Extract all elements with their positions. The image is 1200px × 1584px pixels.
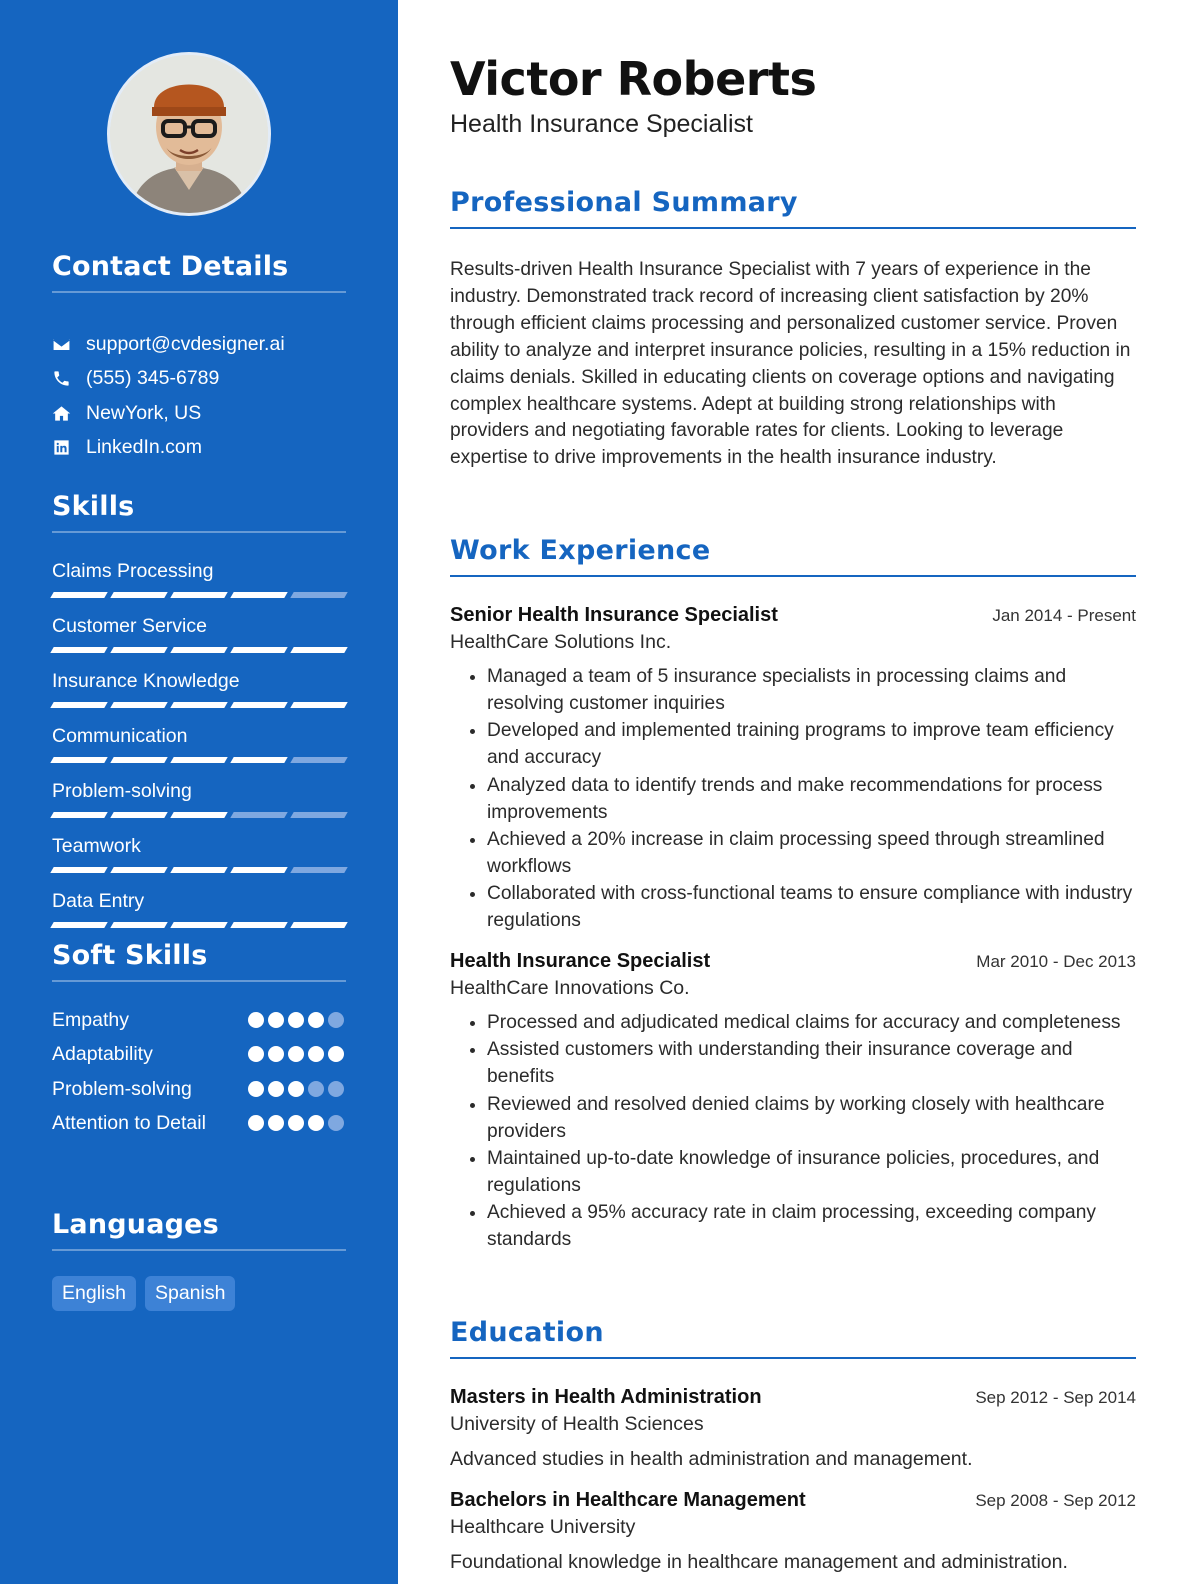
- education-entry: [450, 1489, 1136, 1574]
- job-title: Health Insurance Specialist: [450, 950, 711, 972]
- skill-level-segment: [290, 867, 347, 873]
- job-bullet: • Assisted customers with understanding their insurance coverage and benefits: [487, 1037, 1136, 1091]
- skill-level-bar: [52, 812, 346, 818]
- soft-skill-item: [52, 1076, 346, 1102]
- job-bullet: • Processed and adjudicated medical claims for accuracy and completeness: [487, 1010, 1136, 1037]
- skill-name: Data Entry: [52, 890, 145, 912]
- job-bullet: • Managed a team of 5 insurance specialists in processing claims and resolving customer inquiries: [487, 664, 1136, 718]
- skill-name: Claims Processing: [52, 560, 214, 582]
- rating-dot: [308, 1115, 324, 1131]
- job-bullet: • Achieved a 20% increase in claim processing speed through streamlined workflows: [487, 827, 1136, 881]
- job-company: HealthCare Innovations Co.: [450, 977, 690, 999]
- home-icon: [52, 404, 86, 423]
- summary-text: Results-driven Health Insurance Specialist with 7 years of experience in the industry. Demonstrated track record of increasing client satisfaction by 20% through efficient claims processing and personalized customer service. Proven ability to analyze and interpret insurance policies, resulting in a 15% reduction in claims denials. Skilled in educating clients on coverage options and navigating complex healthcare systems. Adept at building strong relationships with providers and negotiating favorable rates for clients. Looking to leverage expertise to drive improvements in the health insurance industry.: [450, 259, 1131, 469]
- skill-item: [52, 723, 346, 763]
- candidate-name: Victor Roberts: [450, 52, 817, 106]
- job-date: Jan 2014 - Present: [992, 606, 1136, 625]
- job-bullet: • Analyzed data to identify trends and make recommendations for process improvements: [487, 773, 1136, 827]
- edu-description: Foundational knowledge in healthcare management and administration.: [450, 1551, 1068, 1573]
- skill-level-segment: [110, 757, 167, 763]
- skill-level-segment: [230, 757, 287, 763]
- education-entry: [450, 1386, 1136, 1471]
- edu-degree: Masters in Health Administration: [450, 1386, 762, 1408]
- skill-name: Problem-solving: [52, 780, 192, 802]
- contact-title: Contact Details: [52, 251, 346, 293]
- skill-level-segment: [170, 867, 227, 873]
- linkedin-icon: [52, 438, 86, 457]
- skill-level-segment: [230, 592, 287, 598]
- education-title: Education: [450, 1317, 1136, 1359]
- job-entry: [450, 604, 1136, 936]
- rating-dot: [268, 1115, 284, 1131]
- skill-name: Teamwork: [52, 835, 141, 857]
- contact-location-text: NewYork, US: [86, 401, 202, 424]
- skill-level-segment: [230, 702, 287, 708]
- rating-dot: [288, 1012, 304, 1028]
- skills-title: Skills: [52, 491, 346, 533]
- rating-dot: [248, 1046, 264, 1062]
- rating-dot: [308, 1046, 324, 1062]
- job-bullet: • Maintained up-to-date knowledge of insurance policies, procedures, and regulations: [487, 1146, 1136, 1200]
- skill-level-bar: [52, 757, 346, 763]
- soft-skill-name: Empathy: [52, 1009, 129, 1031]
- skill-level-segment: [50, 647, 107, 653]
- job-bullet: • Developed and implemented training programs to improve team efficiency and accuracy: [487, 718, 1136, 772]
- experience-title: Work Experience: [450, 535, 1136, 577]
- soft-skills-title: Soft Skills: [52, 940, 346, 982]
- skill-level-segment: [290, 702, 347, 708]
- soft-skills-section: [52, 940, 346, 1144]
- skill-item: [52, 833, 346, 873]
- skill-level-segment: [110, 922, 167, 928]
- skill-item: [52, 778, 346, 818]
- skill-name: Customer Service: [52, 615, 207, 637]
- soft-skill-name: Problem-solving: [52, 1078, 192, 1100]
- skill-level-segment: [290, 922, 347, 928]
- skill-level-bar: [52, 647, 346, 653]
- skill-level-segment: [230, 922, 287, 928]
- envelope-icon: [52, 335, 86, 354]
- rating-dot: [268, 1012, 284, 1028]
- rating-dot: [288, 1115, 304, 1131]
- contact-section: [52, 251, 346, 465]
- language-tag: English: [52, 1276, 136, 1311]
- skill-level-segment: [50, 867, 107, 873]
- contact-location: [52, 396, 346, 431]
- skill-level-segment: [170, 812, 227, 818]
- rating-dot: [248, 1012, 264, 1028]
- rating-dot: [288, 1081, 304, 1097]
- skill-level-segment: [170, 702, 227, 708]
- soft-skill-item: [52, 1007, 346, 1033]
- contact-linkedin-text: LinkedIn.com: [86, 436, 202, 459]
- skill-level-segment: [290, 812, 347, 818]
- skill-level-segment: [170, 592, 227, 598]
- contact-phone-text: (555) 345-6789: [86, 367, 220, 390]
- skill-level-segment: [50, 812, 107, 818]
- skill-level-segment: [170, 757, 227, 763]
- skill-level-bar: [52, 867, 346, 873]
- soft-skill-rating: [248, 1081, 344, 1097]
- soft-skill-name: Adaptability: [52, 1043, 153, 1065]
- soft-skill-rating: [248, 1012, 344, 1028]
- soft-skill-item: [52, 1041, 346, 1067]
- rating-dot: [288, 1046, 304, 1062]
- job-entry: [450, 950, 1136, 1255]
- rating-dot: [268, 1081, 284, 1097]
- rating-dot: [308, 1012, 324, 1028]
- skill-level-segment: [50, 702, 107, 708]
- skill-item: [52, 613, 346, 653]
- skill-level-bar: [52, 922, 346, 928]
- skill-name: Communication: [52, 725, 188, 747]
- skill-item: [52, 888, 346, 928]
- skill-level-segment: [170, 647, 227, 653]
- skill-item: [52, 668, 346, 708]
- rating-dot: [268, 1046, 284, 1062]
- soft-skill-rating: [248, 1046, 344, 1062]
- skill-level-segment: [110, 812, 167, 818]
- skill-level-segment: [170, 922, 227, 928]
- skill-level-segment: [230, 647, 287, 653]
- skill-item: [52, 558, 346, 598]
- rating-dot: [248, 1115, 264, 1131]
- rating-dot: [328, 1046, 344, 1062]
- languages-section: [52, 1209, 346, 1311]
- skills-section: [52, 491, 346, 943]
- job-date: Mar 2010 - Dec 2013: [976, 952, 1136, 971]
- candidate-role: Health Insurance Specialist: [450, 110, 753, 138]
- edu-degree: Bachelors in Healthcare Management: [450, 1489, 806, 1511]
- sidebar: [0, 0, 398, 1584]
- skill-level-segment: [290, 757, 347, 763]
- skill-level-segment: [290, 592, 347, 598]
- languages-title: Languages: [52, 1209, 346, 1251]
- contact-email[interactable]: [52, 327, 346, 362]
- skill-level-segment: [110, 647, 167, 653]
- rating-dot: [308, 1081, 324, 1097]
- skill-level-segment: [230, 867, 287, 873]
- soft-skill-name: Attention to Detail: [52, 1112, 206, 1134]
- job-bullet: • Reviewed and resolved denied claims by working closely with healthcare providers: [487, 1092, 1136, 1146]
- skill-level-segment: [50, 592, 107, 598]
- skill-level-segment: [110, 592, 167, 598]
- skill-level-bar: [52, 592, 346, 598]
- edu-date: Sep 2012 - Sep 2014: [975, 1388, 1136, 1407]
- edu-school: University of Health Sciences: [450, 1413, 704, 1435]
- avatar-photo: [110, 55, 268, 213]
- rating-dot: [248, 1081, 264, 1097]
- rating-dot: [328, 1081, 344, 1097]
- skill-level-segment: [50, 757, 107, 763]
- job-title: Senior Health Insurance Specialist: [450, 604, 778, 626]
- soft-skill-item: [52, 1110, 346, 1136]
- skill-level-segment: [290, 647, 347, 653]
- contact-linkedin[interactable]: [52, 431, 346, 466]
- edu-school: Healthcare University: [450, 1516, 636, 1538]
- soft-skill-rating: [248, 1115, 344, 1131]
- job-bullet: • Collaborated with cross-functional teams to ensure compliance with industry regulations: [487, 881, 1136, 935]
- skill-level-segment: [230, 812, 287, 818]
- skill-level-segment: [50, 922, 107, 928]
- avatar: [107, 52, 271, 216]
- rating-dot: [328, 1115, 344, 1131]
- job-company: HealthCare Solutions Inc.: [450, 631, 672, 653]
- summary-title: Professional Summary: [450, 187, 1136, 229]
- contact-phone[interactable]: [52, 362, 346, 397]
- skill-level-segment: [110, 867, 167, 873]
- rating-dot: [328, 1012, 344, 1028]
- skill-level-segment: [110, 702, 167, 708]
- language-tag: Spanish: [145, 1276, 235, 1311]
- skill-name: Insurance Knowledge: [52, 670, 240, 692]
- skill-level-bar: [52, 702, 346, 708]
- job-bullet: • Achieved a 95% accuracy rate in claim processing, exceeding company standards: [487, 1200, 1136, 1254]
- edu-date: Sep 2008 - Sep 2012: [975, 1491, 1136, 1510]
- edu-description: Advanced studies in health administration and management.: [450, 1448, 973, 1470]
- contact-email-text: support@cvdesigner.ai: [86, 332, 285, 355]
- phone-icon: [52, 369, 86, 388]
